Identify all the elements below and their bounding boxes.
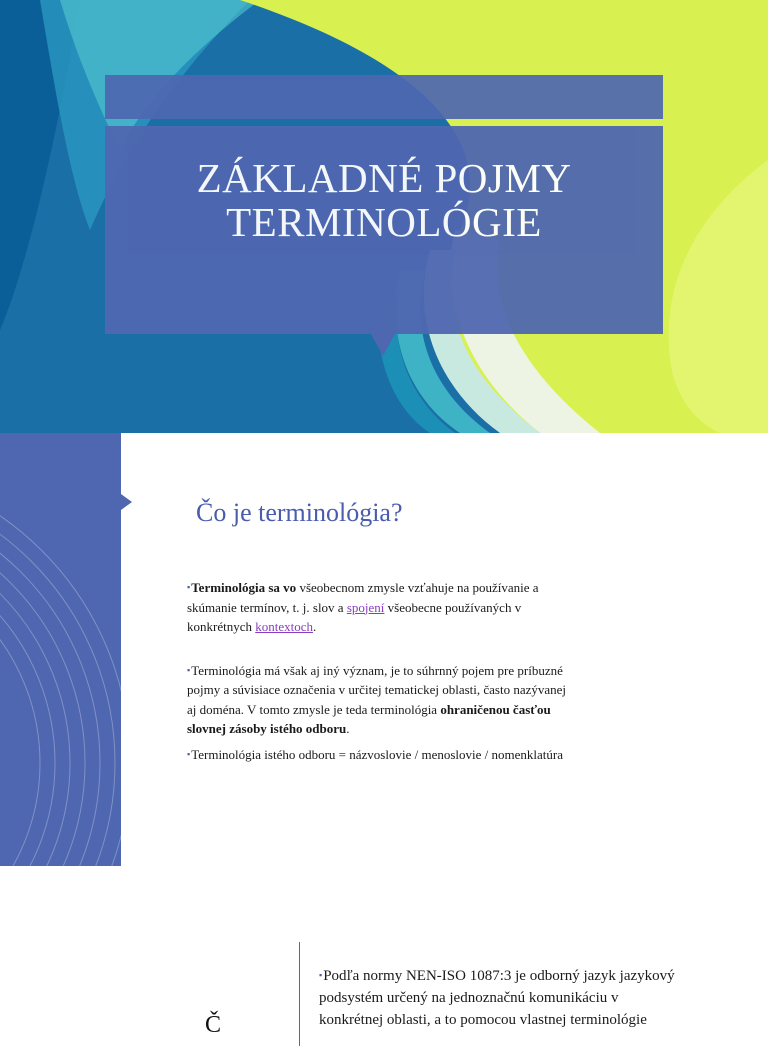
paragraph-second-meaning (187, 661, 572, 739)
bullet-icon: ▪ (187, 748, 191, 759)
bullet-icon: ▪ (319, 970, 323, 980)
bold-text: ohraničenou časťou slovnej zásoby istého odboru (187, 701, 551, 736)
norm-paragraph (319, 964, 679, 1031)
paragraph-definition (187, 578, 572, 637)
text: Podľa normy NEN-ISO 1087:3 je odborný jazyk jazykový podsystém určený na jednoznačnú komunikáciu v konkrétnej oblasti, a to pomocou vlastnej terminológie (319, 968, 675, 1028)
paragraph-nomenclature (187, 745, 572, 765)
slide-body (187, 578, 572, 764)
title-box (105, 126, 663, 334)
text: Terminológia istého odboru = názvoslovie / menoslovie / nomenklatúra (191, 746, 563, 762)
bullet-icon: ▪ (187, 664, 191, 675)
definition-slide (0, 433, 768, 866)
title-top-strip (105, 75, 663, 119)
bullet-icon: ▪ (187, 582, 191, 592)
text: všeobecne používaných v konkrétnych (187, 599, 522, 634)
side-panel (0, 433, 121, 866)
title-slide (0, 0, 768, 433)
vertical-divider (299, 942, 300, 1046)
partial-heading-glyph: Č (205, 1012, 222, 1038)
side-panel-arcs (0, 433, 121, 866)
text: . (313, 619, 317, 634)
text: Terminológia má však aj iný význam, je to súhrnný pojem pre príbuzné pojmy a súvisiace označenia v určitej tematickej oblasti, často nazývanej aj doména. V tomto zmysle je teda terminológia (187, 662, 567, 717)
title-line-1: ZÁKLADNÉ POJMY (196, 155, 572, 201)
text: . (346, 721, 350, 736)
slide-heading: Čo je terminológia? (196, 498, 403, 527)
title-callout-pointer (371, 334, 395, 356)
title-line-2: TERMINOLÓGIE (226, 199, 542, 245)
link-kontextoch[interactable]: kontextoch (255, 619, 313, 634)
slide-title (197, 156, 572, 244)
bold-text: Terminológia sa vo (191, 580, 297, 595)
link-spojeni[interactable]: spojení (346, 599, 385, 615)
text: všeobecnom zmysle vzťahuje na používanie a skúmanie termínov, t. j. slov a (187, 580, 539, 615)
norm-slide (0, 920, 768, 1038)
side-panel-pointer (121, 494, 132, 510)
